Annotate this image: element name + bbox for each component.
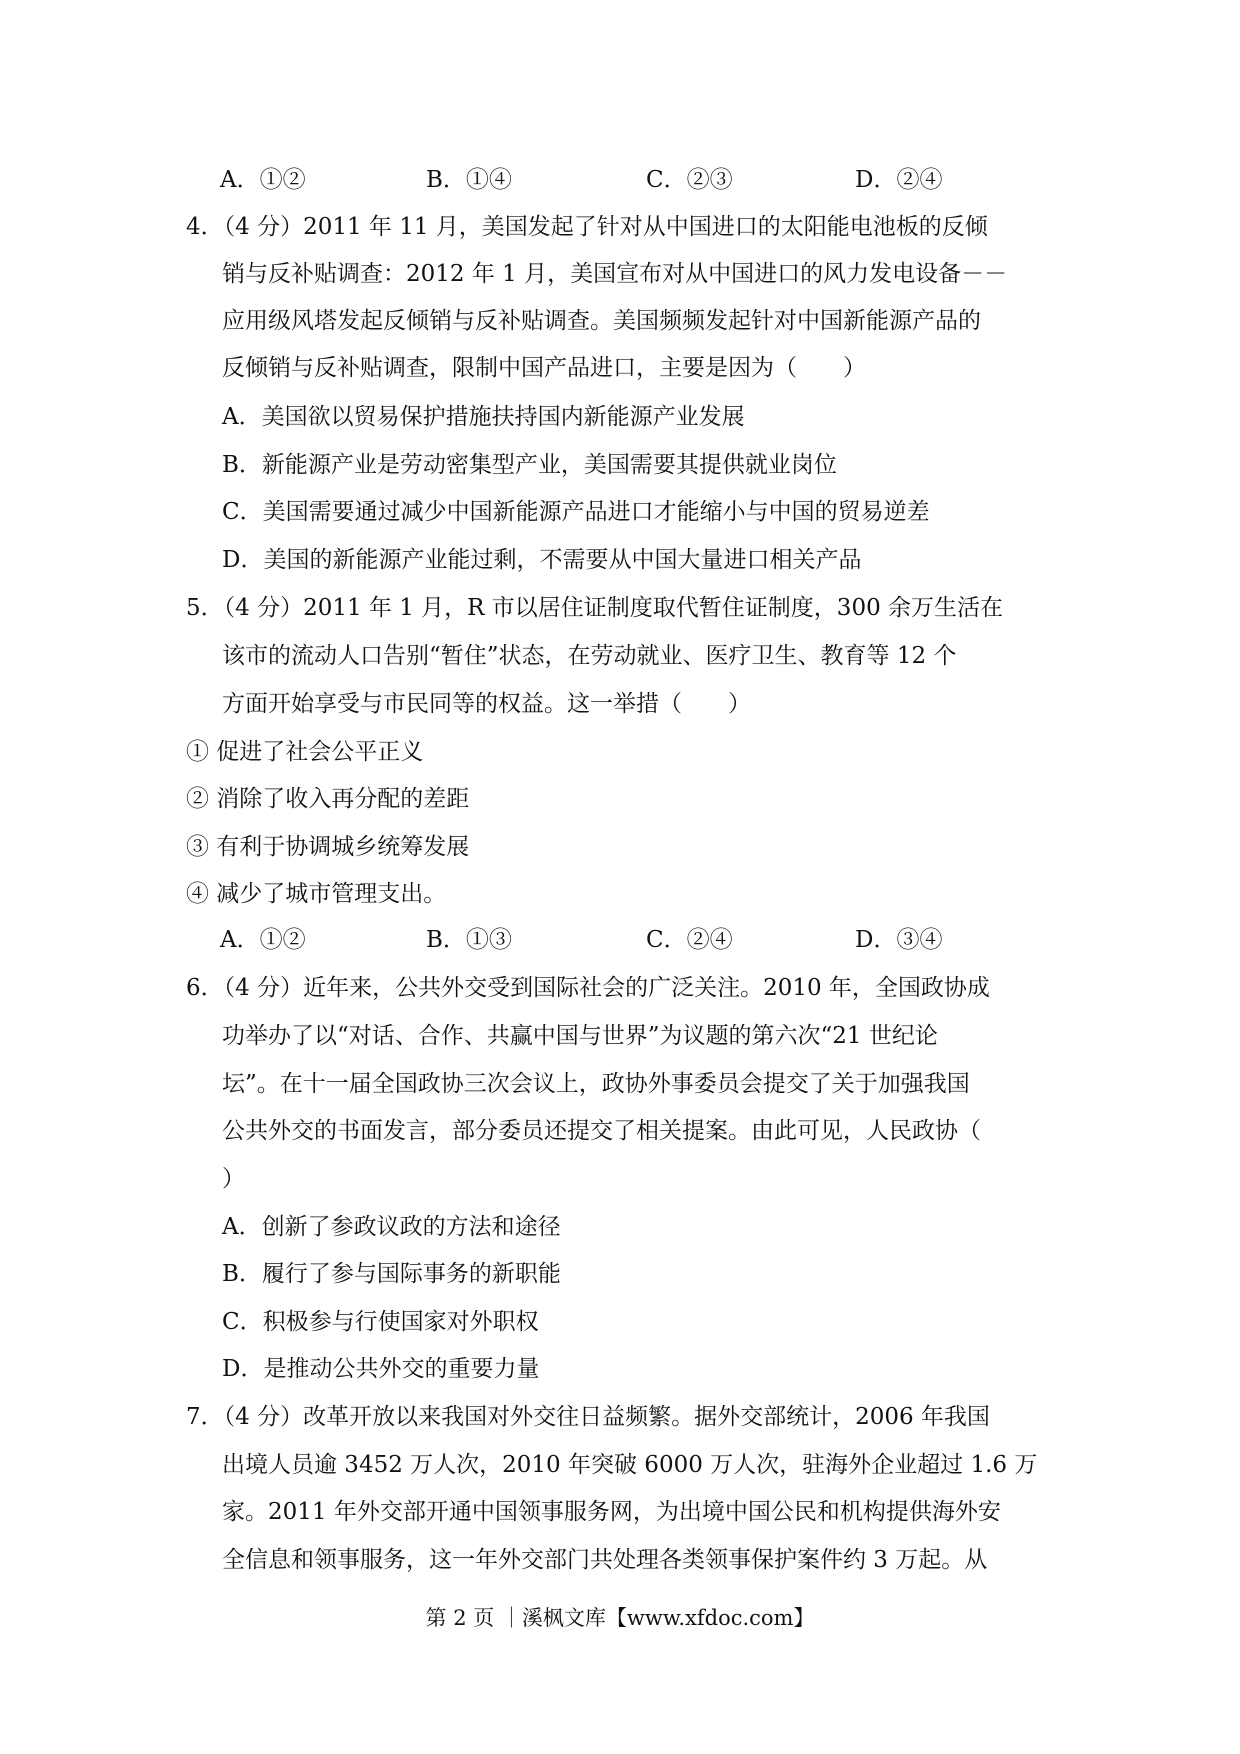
q5-option-d: D．③④ — [855, 927, 943, 953]
page-footer: 第 2 页 ｜溪枫文库【www.xfdoc.com】 — [425, 1606, 815, 1630]
q6-stem-line-4: 公共外交的书面发言，部分委员还提交了相关提案。由此可见，人民政协（ — [222, 1118, 981, 1144]
q4-option-b: B．新能源产业是劳动密集型产业，美国需要其提供就业岗位 — [222, 452, 837, 478]
q7-stem-line-4: 全信息和领事服务，这一年外交部门共处理各类领事保护案件约 3 万起。从 — [222, 1547, 988, 1573]
q7-stem-line-1: 7．（4 分）改革开放以来我国对外交往日益频繁。据外交部统计，2006 年我国 — [186, 1404, 990, 1430]
q6-option-b: B．履行了参与国际事务的新职能 — [222, 1261, 561, 1287]
q3-option-d: D．②④ — [855, 167, 943, 193]
q3-option-c: C．②③ — [646, 167, 733, 193]
q3-option-a: A．①② — [220, 167, 306, 193]
q6-option-a: A．创新了参政议政的方法和途径 — [222, 1214, 561, 1240]
q5-statement-3: ③ 有利于协调城乡统筹发展 — [186, 834, 470, 860]
q6-option-d: D．是推动公共外交的重要力量 — [222, 1356, 540, 1382]
q6-option-c: C．积极参与行使国家对外职权 — [222, 1309, 539, 1335]
q5-option-b: B．①③ — [426, 927, 512, 953]
q4-stem-line-1: 4．（4 分）2011 年 11 月，美国发起了针对从中国进口的太阳能电池板的反倾 — [186, 214, 988, 240]
q6-stem-line-3: 坛”。在十一届全国政协三次会议上，政协外事委员会提交了关于加强我国 — [222, 1071, 970, 1097]
q4-option-c: C．美国需要通过减少中国新能源产品进口才能缩小与中国的贸易逆差 — [222, 499, 930, 525]
q5-stem-line-2: 该市的流动人口告别“暂住”状态，在劳动就业、医疗卫生、教育等 12 个 — [222, 643, 957, 669]
q5-statement-4: ④ 减少了城市管理支出。 — [186, 881, 447, 907]
q4-stem-line-3: 应用级风塔发起反倾销与反补贴调查。美国频频发起针对中国新能源产品的 — [222, 308, 981, 334]
q7-stem-line-2: 出境人员逾 3452 万人次，2010 年突破 6000 万人次，驻海外企业超过 1.6 万 — [222, 1452, 1038, 1478]
q6-stem-line-1: 6．（4 分）近年来，公共外交受到国际社会的广泛关注。2010 年，全国政协成 — [186, 975, 990, 1001]
q4-stem-line-4: 反倾销与反补贴调查，限制中国产品进口，主要是因为（ ） — [222, 355, 866, 381]
q4-stem-line-2: 销与反补贴调查：2012 年 1 月，美国宣布对从中国进口的风力发电设备－－ — [222, 261, 1008, 287]
q6-stem-line-5: ） — [222, 1166, 245, 1192]
q5-statement-1: ① 促进了社会公平正义 — [186, 739, 424, 765]
q5-option-a: A．①② — [220, 927, 306, 953]
q7-stem-line-3: 家。2011 年外交部开通中国领事服务网，为出境中国公民和机构提供海外安 — [222, 1499, 1001, 1525]
q3-option-b: B．①④ — [426, 167, 512, 193]
q5-stem-line-3: 方面开始享受与市民同等的权益。这一举措（ ） — [222, 691, 751, 717]
q5-stem-line-1: 5．（4 分）2011 年 1 月，R 市以居住证制度取代暂住证制度，300 余万生活在 — [186, 595, 1004, 621]
q5-option-c: C．②④ — [646, 927, 733, 953]
q6-stem-line-2: 功举办了以“对话、合作、共赢中国与世界”为议题的第六次“21 世纪论 — [222, 1023, 938, 1049]
q5-statement-2: ② 消除了收入再分配的差距 — [186, 786, 470, 812]
q4-option-a: A．美国欲以贸易保护措施扶持国内新能源产业发展 — [222, 404, 745, 430]
q4-option-d: D．美国的新能源产业能过剩，不需要从中国大量进口相关产品 — [222, 547, 862, 573]
